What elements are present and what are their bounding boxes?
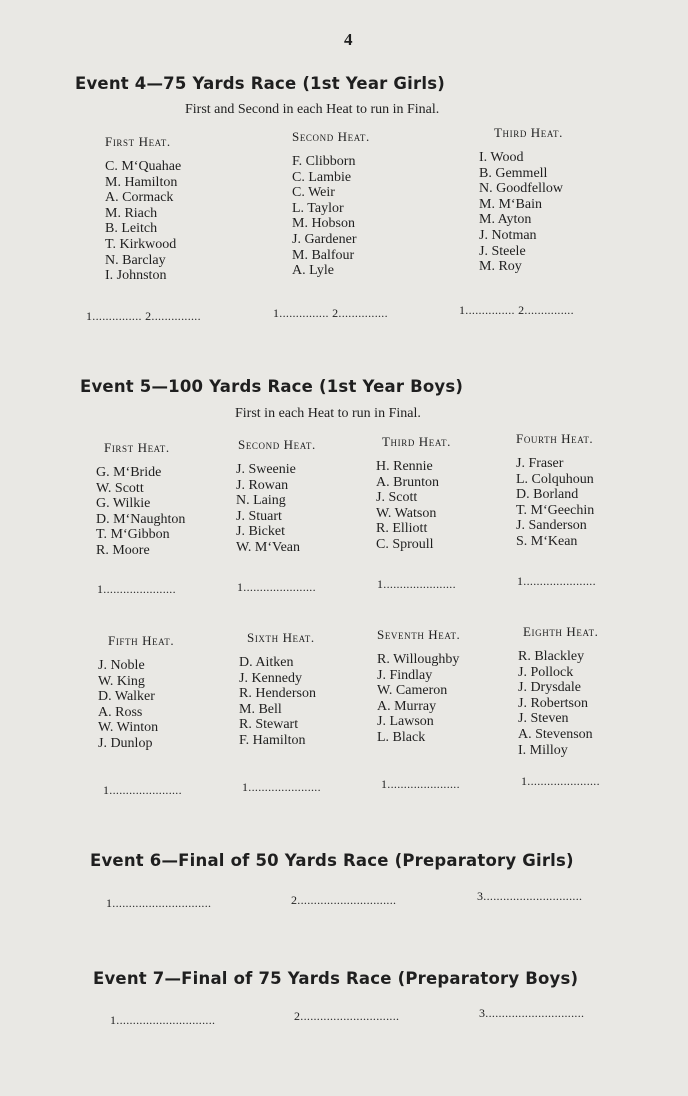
event-5-heat-7-result: 1...................... [381, 777, 460, 791]
competitor-name: J. Rowan [236, 477, 289, 493]
competitor-name: D. Borland [516, 487, 579, 503]
competitor-name: M. Hamilton [105, 174, 178, 190]
competitor-name: J. Stuart [236, 508, 282, 524]
heat-title: Fourth Heat. [516, 431, 594, 446]
event-5-heat-8-result: 1...................... [521, 774, 600, 788]
event-5-heat-6 [239, 630, 389, 749]
competitor-name: W. Watson [376, 505, 437, 521]
heat-title: Third Heat. [382, 434, 451, 449]
competitor-name: J. Robertson [518, 695, 588, 711]
competitor-name: N. Barclay [105, 252, 166, 268]
event-4-title: Event 4—75 Yards Race (1st Year Girls) [75, 74, 445, 93]
page-number: 4 [344, 30, 353, 49]
event-4-heat-3-result: 1............... 2............... [459, 303, 574, 317]
competitor-name: I. Johnston [105, 268, 167, 284]
event-5-heat-1-result: 1...................... [97, 582, 176, 596]
competitor-name: W. M‘Vean [236, 539, 301, 555]
event-5-heat-1 [96, 440, 246, 559]
competitor-name: J. Lawson [377, 714, 434, 730]
event-4-heat-1 [105, 134, 255, 284]
competitor-name: J. Steven [518, 711, 569, 727]
competitor-name: C. M‘Quahae [105, 159, 182, 174]
competitor-name: J. Sweenie [236, 462, 296, 477]
competitor-name: I. Wood [479, 150, 524, 165]
event-5-heat-2 [236, 437, 386, 556]
competitor-name: A. Ross [98, 704, 143, 720]
heat-title: Second Heat. [238, 437, 316, 452]
event-7-second-place: 2.............................. [294, 1009, 400, 1023]
competitor-name: F. Clibborn [292, 154, 356, 169]
competitor-name: T. Kirkwood [105, 236, 177, 252]
event-6-title: Event 6—Final of 50 Yards Race (Preparatory Girls) [90, 851, 574, 870]
heat-title: Third Heat. [494, 125, 563, 140]
competitor-name: W. Cameron [377, 683, 448, 699]
competitor-name: M. Bell [239, 701, 282, 717]
competitor-name: M. Riach [105, 205, 158, 221]
event-5-heat-4-result: 1...................... [517, 574, 596, 588]
competitor-name: J. Bicket [236, 524, 285, 540]
competitor-name: D. Walker [98, 689, 155, 705]
competitor-name: A. Cormack [105, 190, 174, 206]
event-5-heat-3 [376, 434, 526, 553]
competitor-name: W. King [98, 673, 145, 689]
competitor-name: M. Hobson [292, 216, 356, 232]
competitor-name: R. Stewart [239, 717, 299, 733]
competitor-name: J. Steele [479, 243, 526, 259]
event-5-heat-4 [516, 431, 666, 550]
competitor-name: N. Goodfellow [479, 181, 563, 197]
competitor-name: L. Black [377, 729, 426, 745]
competitor-name: M. Balfour [292, 247, 355, 263]
competitor-name: R. Elliott [376, 521, 428, 537]
competitor-name: R. Henderson [239, 686, 316, 702]
heat-title: Second Heat. [292, 129, 370, 144]
competitor-name: R. Moore [96, 542, 150, 558]
event-4-subtitle: First and Second in each Heat to run in Final. [185, 102, 440, 117]
competitor-name: J. Gardener [292, 231, 357, 247]
event-7-title: Event 7—Final of 75 Yards Race (Preparatory Boys) [93, 969, 579, 988]
competitor-name: A. Stevenson [518, 726, 593, 742]
competitor-name: R. Willoughby [377, 652, 460, 667]
event-4-heat-1-result: 1............... 2............... [86, 309, 201, 323]
event-7-first-place: 1.............................. [110, 1013, 216, 1027]
event-7-third-place: 3.............................. [479, 1006, 585, 1020]
event-6-third-place: 3.............................. [477, 889, 583, 903]
competitor-name: C. Lambie [292, 169, 352, 185]
event-6-first-place: 1.............................. [106, 896, 212, 910]
competitor-name: S. M‘Kean [516, 533, 578, 549]
competitor-name: A. Brunton [376, 474, 439, 490]
competitor-name: L. Taylor [292, 200, 344, 216]
event-5-heat-6-result: 1...................... [242, 780, 321, 794]
competitor-name: J. Notman [479, 227, 537, 243]
event-4-heat-2-result: 1............... 2............... [273, 306, 388, 320]
event-5-subtitle: First in each Heat to run in Final. [235, 406, 421, 421]
event-5-title: Event 5—100 Yards Race (1st Year Boys) [80, 377, 464, 396]
competitor-name: B. Gemmell [479, 165, 548, 181]
competitor-name: G. Wilkie [96, 496, 151, 512]
competitor-name: H. Rennie [376, 459, 433, 474]
competitor-name: M. Ayton [479, 212, 532, 228]
competitor-name: F. Hamilton [239, 732, 306, 748]
competitor-name: J. Scott [376, 490, 418, 506]
heat-title: First Heat. [104, 440, 170, 455]
competitor-name: J. Noble [98, 658, 145, 673]
heat-title: Sixth Heat. [247, 630, 315, 645]
competitor-name: B. Leitch [105, 221, 158, 237]
competitor-name: J. Kennedy [239, 670, 302, 686]
competitor-name: A. Murray [377, 698, 437, 714]
competitor-name: N. Laing [236, 493, 286, 509]
competitor-name: A. Lyle [292, 263, 334, 279]
heat-title: Fifth Heat. [108, 633, 175, 648]
event-5-heat-3-result: 1...................... [377, 577, 456, 591]
event-5-heat-2-result: 1...................... [237, 580, 316, 594]
competitor-name: R. Blackley [518, 649, 585, 664]
competitor-name: W. Winton [98, 720, 159, 736]
competitor-name: J. Sanderson [516, 518, 587, 534]
competitor-name: J. Fraser [516, 456, 564, 471]
competitor-name: T. M‘Geechin [516, 502, 595, 518]
event-5-heat-7 [377, 627, 527, 746]
competitor-name: C. Weir [292, 185, 335, 201]
competitor-name: G. M‘Bride [96, 465, 162, 480]
heat-title: Eighth Heat. [523, 624, 599, 639]
event-6-second-place: 2.............................. [291, 893, 397, 907]
competitor-name: D. Aitken [239, 655, 294, 670]
event-5-heat-5 [98, 633, 248, 752]
competitor-name: M. M‘Bain [479, 196, 542, 212]
event-4-heat-2 [292, 129, 442, 279]
competitor-name: I. Milloy [518, 742, 568, 758]
competitor-name: J. Drysdale [518, 680, 581, 696]
event-5-heat-8 [518, 624, 668, 758]
heat-title: Seventh Heat. [377, 627, 461, 642]
competitor-name: L. Colquhoun [516, 471, 594, 487]
competitor-name: J. Pollock [518, 664, 574, 680]
competitor-name: M. Roy [479, 259, 522, 275]
event-5-heat-5-result: 1...................... [103, 783, 182, 797]
competitor-name: J. Findlay [377, 667, 433, 683]
event-4-heat-3 [479, 125, 629, 275]
heat-title: First Heat. [105, 134, 171, 149]
competitor-name: D. M‘Naughton [96, 511, 186, 527]
competitor-name: C. Sproull [376, 536, 434, 552]
competitor-name: T. M‘Gibbon [96, 527, 170, 543]
competitor-name: W. Scott [96, 480, 144, 496]
competitor-name: J. Dunlop [98, 735, 153, 751]
